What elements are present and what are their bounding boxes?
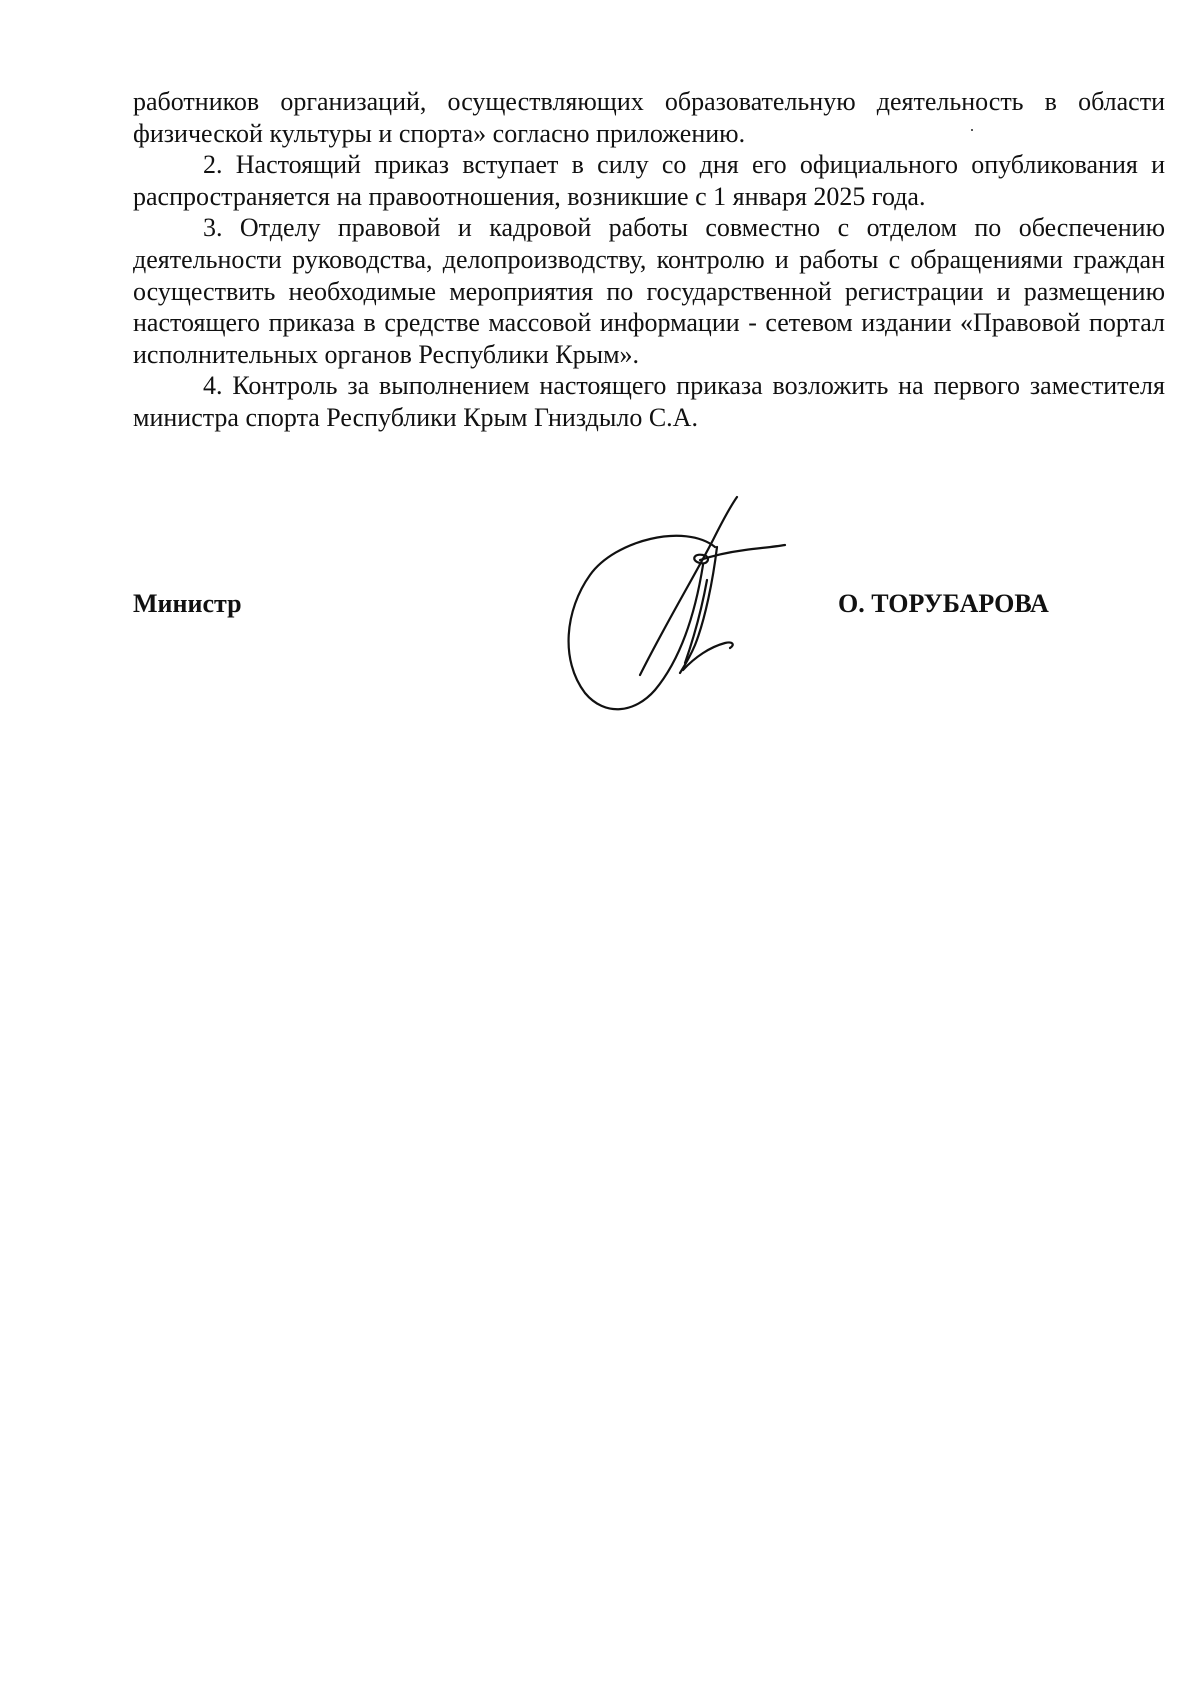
scan-speck [971, 129, 973, 131]
signatory-name: О. ТОРУБАРОВА [838, 589, 1049, 618]
document-body [133, 86, 1165, 434]
paragraph-intro: работников организаций, осуществляющих образовательную деятельность в области физической культуры и спорта» согласно приложению. [133, 87, 1165, 148]
paragraph-2: 2. Настоящий приказ вступает в силу со дня его официального опубликования и распространяется на правоотношения, возникшие с 1 января 2025 года. [133, 150, 1165, 211]
paragraph-4: 4. Контроль за выполнением настоящего приказа возложить на первого заместителя министра спорта Республики Крым Гниздыло С.А. [133, 371, 1165, 432]
signatory-title: Министр [133, 589, 242, 618]
handwritten-signature-icon [545, 485, 805, 725]
paragraph-3: 3. Отделу правовой и кадровой работы совместно с отделом по обеспечению деятельности руководства, делопроизводству, контролю и работы с обращениями граждан осуществить необходимые мероприятия по государственной регистрации и размещению настоящего приказа в средстве массовой информации - сетевом издании «Правовой портал исполнительных органов Республики Крым». [133, 213, 1165, 369]
